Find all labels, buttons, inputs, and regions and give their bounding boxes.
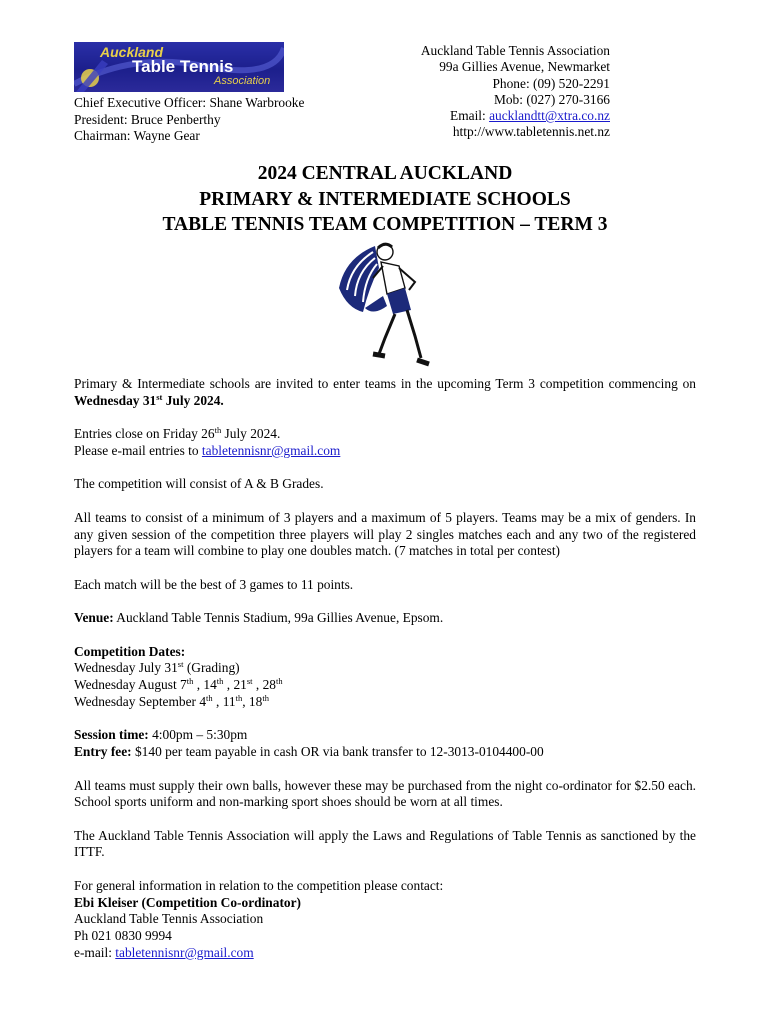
dates-heading: Competition Dates: <box>74 643 186 659</box>
july-post: (Grading) <box>183 660 240 676</box>
grades-paragraph: The competition will consist of A & B Grades. <box>74 476 324 492</box>
title-line-1: 2024 CENTRAL AUCKLAND <box>257 163 513 184</box>
entries-paragraph <box>74 426 696 460</box>
session-value: 4:00pm – 5:30pm <box>148 727 248 743</box>
officer-ceo: Chief Executive Officer: Shane Warbrooke <box>74 95 305 110</box>
august-mid-3: , 28 <box>252 677 276 693</box>
intro-date <box>74 393 224 408</box>
officer-president: President: Bruce Penberthy <box>74 111 221 127</box>
footer-email-link[interactable]: tabletennisnr@gmail.com <box>115 945 254 961</box>
contact-phone: Phone: (09) 520-2291 <box>492 75 610 91</box>
logo-line-2: Table Tennis <box>132 57 234 76</box>
contact-mobile: Mob: (027) 270-3166 <box>493 91 610 107</box>
entries-close-rest: July 2024. <box>221 426 281 442</box>
venue-label: Venue: <box>74 610 114 626</box>
logo-line-1: Auckland <box>100 44 164 60</box>
entries-close: Entries close on Friday 26 <box>74 426 215 442</box>
intro-paragraph <box>74 376 696 410</box>
august-text: Wednesday August 7 <box>74 677 187 693</box>
fee-label: Entry fee: <box>74 744 132 760</box>
august-sup-3: st <box>246 676 253 687</box>
contact-website: http://www.tabletennis.net.nz <box>452 124 610 140</box>
september-mid-2: , 18 <box>242 693 263 709</box>
balls-paragraph: All teams must supply their own balls, however these may be purchased from the night co-ordinator for $2.50 each. School sports uniform and non-marking sport shoes should be worn at all times. <box>74 777 696 810</box>
table-tennis-player-illustration <box>335 238 435 372</box>
dates-paragraph <box>74 644 696 711</box>
venue-value: Auckland Table Tennis Stadium, 99a Gillies Avenue, Epsom. <box>113 610 444 626</box>
officer-chairman: Chairman: Wayne Gear <box>74 128 200 143</box>
venue-paragraph <box>74 610 696 627</box>
september-sup-2: th <box>235 692 243 703</box>
dates-july <box>74 660 240 675</box>
match-format-paragraph: Each match will be the best of 3 games to 11 points. <box>74 576 354 592</box>
july-text: Wednesday July 31 <box>74 660 178 676</box>
september-sup-1: th <box>206 692 213 703</box>
association-logo <box>74 42 284 92</box>
fee-value: $140 per team payable in cash OR via bank transfer to 12-3013-0104400-00 <box>131 744 544 760</box>
footer-contact <box>74 878 696 962</box>
footer-phone: Ph 021 0830 9994 <box>74 928 172 944</box>
document-title <box>0 161 770 238</box>
august-sup-1: th <box>186 676 194 687</box>
august-mid-1: , 14 <box>193 677 217 693</box>
entries-email-text: Please e-mail entries to <box>74 442 202 458</box>
laws-paragraph: The Auckland Table Tennis Association will apply the Laws and Regulations of Table Tennis as sanctioned by the ITTF. <box>74 827 696 860</box>
august-sup-4: th <box>275 676 283 687</box>
contact-block <box>421 43 610 141</box>
intro-date-day: Wednesday 31 <box>74 392 157 408</box>
intro-text: Primary & Intermediate schools are invited to enter teams in the upcoming Term 3 competition commencing on <box>74 376 696 391</box>
logo-line-3: Association <box>214 75 271 87</box>
teams-paragraph: All teams to consist of a minimum of 3 players and a maximum of 5 players. Teams may be a mix of genders. In any given session of the competition three players will play 2 singles matches each and any two of the registered players for a team will combine to play one doubles match. (7 matches in total per contest) <box>74 509 696 559</box>
contact-email-link[interactable]: aucklandtt@xtra.co.nz <box>489 108 610 124</box>
contact-org: Auckland Table Tennis Association <box>420 43 610 58</box>
player-drawing <box>335 238 435 372</box>
contact-email-line <box>421 108 610 124</box>
entries-email-link[interactable]: tabletennisnr@gmail.com <box>201 442 341 458</box>
intro-date-sup: st <box>156 391 163 402</box>
document-body <box>74 376 696 962</box>
title-line-3: TABLE TENNIS TEAM COMPETITION – TERM 3 <box>162 214 608 235</box>
intro-date-rest: July 2024. <box>162 392 224 408</box>
september-sup-3: th <box>262 692 269 703</box>
august-sup-2: th <box>216 676 224 687</box>
entries-close-sup: th <box>214 425 222 436</box>
september-text: Wednesday September 4 <box>74 693 207 709</box>
footer-intro: For general information in relation to the competition please contact: <box>74 877 444 893</box>
august-mid-2: , 21 <box>223 677 247 693</box>
officers-list <box>74 95 304 145</box>
footer-org: Auckland Table Tennis Association <box>74 911 264 927</box>
session-fee-paragraph <box>74 727 696 761</box>
dates-september <box>74 694 269 709</box>
september-mid-1: , 11 <box>212 693 236 709</box>
footer-email-label: e-mail: <box>74 945 116 961</box>
dates-august <box>74 677 283 692</box>
title-line-2: PRIMARY & INTERMEDIATE SCHOOLS <box>199 188 571 210</box>
july-sup: st <box>177 659 184 670</box>
footer-name: Ebi Kleiser (Competition Co-ordinator) <box>74 894 301 910</box>
contact-address: 99a Gillies Avenue, Newmarket <box>439 59 610 75</box>
contact-email-label: Email: <box>450 108 490 124</box>
session-label: Session time: <box>74 727 149 743</box>
